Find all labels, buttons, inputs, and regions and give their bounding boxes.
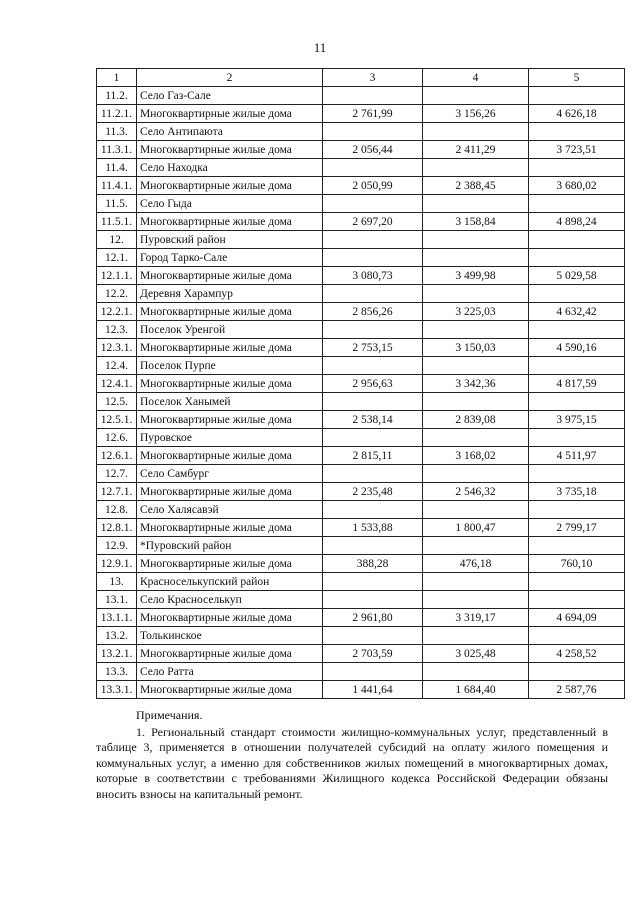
value-col3-cell: 2 856,26 bbox=[323, 303, 423, 321]
value-col3-cell: 2 815,11 bbox=[323, 447, 423, 465]
value-col3-cell bbox=[323, 393, 423, 411]
value-col3-cell bbox=[323, 231, 423, 249]
table-row bbox=[97, 321, 625, 339]
value-col4-cell: 3 319,17 bbox=[423, 609, 529, 627]
value-col3-cell: 1 441,64 bbox=[323, 681, 423, 699]
row-number-cell: 13.3.1. bbox=[97, 681, 137, 699]
settlement-name-cell: Многоквартирные жилые дома bbox=[137, 375, 323, 393]
table-row bbox=[97, 555, 625, 573]
settlement-name-cell: Село Газ-Сале bbox=[137, 87, 323, 105]
value-col5-cell bbox=[529, 663, 625, 681]
settlement-name-cell: Многоквартирные жилые дома bbox=[137, 645, 323, 663]
table-row bbox=[97, 177, 625, 195]
value-col3-cell bbox=[323, 123, 423, 141]
value-col5-cell bbox=[529, 537, 625, 555]
value-col3-cell bbox=[323, 249, 423, 267]
row-number-cell: 12.5. bbox=[97, 393, 137, 411]
value-col5-cell bbox=[529, 591, 625, 609]
value-col3-cell: 2 961,80 bbox=[323, 609, 423, 627]
settlement-name-cell: Поселок Пурпе bbox=[137, 357, 323, 375]
value-col3-cell: 2 761,99 bbox=[323, 105, 423, 123]
table-row bbox=[97, 447, 625, 465]
settlement-name-cell: Многоквартирные жилые дома bbox=[137, 177, 323, 195]
value-col4-cell: 3 168,02 bbox=[423, 447, 529, 465]
settlement-name-cell: Многоквартирные жилые дома bbox=[137, 411, 323, 429]
header-cell: 4 bbox=[423, 69, 529, 87]
settlement-name-cell: Многоквартирные жилые дома bbox=[137, 303, 323, 321]
row-number-cell: 12. bbox=[97, 231, 137, 249]
settlement-name-cell: Село Халясавэй bbox=[137, 501, 323, 519]
table-row bbox=[97, 159, 625, 177]
value-col5-cell bbox=[529, 627, 625, 645]
value-col5-cell: 5 029,58 bbox=[529, 267, 625, 285]
value-col5-cell: 4 817,59 bbox=[529, 375, 625, 393]
row-number-cell: 11.3.1. bbox=[97, 141, 137, 159]
value-col5-cell bbox=[529, 429, 625, 447]
value-col3-cell: 2 753,15 bbox=[323, 339, 423, 357]
table-row bbox=[97, 267, 625, 285]
value-col4-cell bbox=[423, 285, 529, 303]
value-col4-cell bbox=[423, 159, 529, 177]
row-number-cell: 12.6.1. bbox=[97, 447, 137, 465]
value-col4-cell: 3 156,26 bbox=[423, 105, 529, 123]
value-col5-cell bbox=[529, 393, 625, 411]
settlement-name-cell: Многоквартирные жилые дома bbox=[137, 213, 323, 231]
settlement-name-cell: Многоквартирные жилые дома bbox=[137, 519, 323, 537]
table-row bbox=[97, 645, 625, 663]
settlement-name-cell: Город Тарко-Сале bbox=[137, 249, 323, 267]
value-col3-cell bbox=[323, 591, 423, 609]
value-col5-cell: 4 511,97 bbox=[529, 447, 625, 465]
value-col4-cell bbox=[423, 357, 529, 375]
row-number-cell: 12.8. bbox=[97, 501, 137, 519]
value-col4-cell bbox=[423, 87, 529, 105]
value-col3-cell bbox=[323, 627, 423, 645]
table-row bbox=[97, 303, 625, 321]
header-cell: 2 bbox=[137, 69, 323, 87]
table-row bbox=[97, 429, 625, 447]
value-col4-cell: 2 388,45 bbox=[423, 177, 529, 195]
value-col5-cell bbox=[529, 87, 625, 105]
value-col3-cell bbox=[323, 195, 423, 213]
value-col3-cell bbox=[323, 321, 423, 339]
row-number-cell: 12.5.1. bbox=[97, 411, 137, 429]
row-number-cell: 12.4. bbox=[97, 357, 137, 375]
settlement-name-cell: Красноселькупский район bbox=[137, 573, 323, 591]
value-col4-cell bbox=[423, 321, 529, 339]
value-col5-cell: 4 590,16 bbox=[529, 339, 625, 357]
value-col4-cell: 476,18 bbox=[423, 555, 529, 573]
table-row bbox=[97, 249, 625, 267]
value-col5-cell bbox=[529, 195, 625, 213]
value-col5-cell: 2 799,17 bbox=[529, 519, 625, 537]
table-row bbox=[97, 213, 625, 231]
value-col4-cell: 2 546,32 bbox=[423, 483, 529, 501]
settlement-name-cell: Многоквартирные жилые дома bbox=[137, 267, 323, 285]
table-row bbox=[97, 519, 625, 537]
value-col3-cell bbox=[323, 537, 423, 555]
table-row bbox=[97, 537, 625, 555]
settlement-name-cell: Многоквартирные жилые дома bbox=[137, 141, 323, 159]
settlement-name-cell: Многоквартирные жилые дома bbox=[137, 555, 323, 573]
value-col4-cell: 2 839,08 bbox=[423, 411, 529, 429]
value-col4-cell bbox=[423, 663, 529, 681]
value-col4-cell: 2 411,29 bbox=[423, 141, 529, 159]
settlement-name-cell: Многоквартирные жилые дома bbox=[137, 339, 323, 357]
value-col3-cell: 2 697,20 bbox=[323, 213, 423, 231]
row-number-cell: 13.2.1. bbox=[97, 645, 137, 663]
value-col4-cell bbox=[423, 591, 529, 609]
table-row bbox=[97, 411, 625, 429]
row-number-cell: 12.9. bbox=[97, 537, 137, 555]
table-row bbox=[97, 141, 625, 159]
row-number-cell: 12.1. bbox=[97, 249, 137, 267]
row-number-cell: 11.5.1. bbox=[97, 213, 137, 231]
settlement-name-cell: *Пуровский район bbox=[137, 537, 323, 555]
settlement-name-cell: Село Ратта bbox=[137, 663, 323, 681]
table-row bbox=[97, 357, 625, 375]
value-col4-cell bbox=[423, 195, 529, 213]
value-col3-cell bbox=[323, 573, 423, 591]
value-col3-cell: 1 533,88 bbox=[323, 519, 423, 537]
value-col3-cell: 388,28 bbox=[323, 555, 423, 573]
value-col4-cell: 3 499,98 bbox=[423, 267, 529, 285]
value-col5-cell: 3 975,15 bbox=[529, 411, 625, 429]
table-row bbox=[97, 681, 625, 699]
settlement-name-cell: Село Самбург bbox=[137, 465, 323, 483]
value-col4-cell bbox=[423, 573, 529, 591]
row-number-cell: 11.4. bbox=[97, 159, 137, 177]
row-number-cell: 12.2. bbox=[97, 285, 137, 303]
row-number-cell: 11.2.1. bbox=[97, 105, 137, 123]
value-col5-cell bbox=[529, 159, 625, 177]
note-item: 1. Региональный стандарт стоимости жилищно-коммунальных услуг, представленный в таблице 3, применяется в отношении получателей субсидий на оплату жилого помещения и коммунальных услуг, а именно для собственников жилых помещений в многоквартирных домах, которые в соответствии с требованиями Жилищного кодекса Российской Федерации обязаны вносить взносы на капитальный ремонт. bbox=[96, 724, 608, 801]
value-col4-cell: 3 342,36 bbox=[423, 375, 529, 393]
settlement-name-cell: Пуровский район bbox=[137, 231, 323, 249]
value-col4-cell bbox=[423, 231, 529, 249]
value-col5-cell: 4 632,42 bbox=[529, 303, 625, 321]
value-col5-cell bbox=[529, 501, 625, 519]
settlement-name-cell: Толькинское bbox=[137, 627, 323, 645]
settlement-name-cell: Многоквартирные жилые дома bbox=[137, 681, 323, 699]
value-col3-cell bbox=[323, 285, 423, 303]
table-row bbox=[97, 339, 625, 357]
value-col5-cell: 3 723,51 bbox=[529, 141, 625, 159]
value-col5-cell: 4 898,24 bbox=[529, 213, 625, 231]
table-row bbox=[97, 195, 625, 213]
value-col3-cell: 2 235,48 bbox=[323, 483, 423, 501]
table-row bbox=[97, 87, 625, 105]
value-col5-cell: 760,10 bbox=[529, 555, 625, 573]
row-number-cell: 13. bbox=[97, 573, 137, 591]
value-col3-cell: 2 056,44 bbox=[323, 141, 423, 159]
row-number-cell: 11.3. bbox=[97, 123, 137, 141]
header-cell: 3 bbox=[323, 69, 423, 87]
settlement-name-cell: Пуровское bbox=[137, 429, 323, 447]
page-number: 11 bbox=[313, 40, 327, 55]
value-col5-cell bbox=[529, 123, 625, 141]
settlement-name-cell: Село Красноселькуп bbox=[137, 591, 323, 609]
settlement-name-cell: Многоквартирные жилые дома bbox=[137, 609, 323, 627]
value-col5-cell bbox=[529, 573, 625, 591]
row-number-cell: 12.8.1. bbox=[97, 519, 137, 537]
value-col4-cell: 3 025,48 bbox=[423, 645, 529, 663]
value-col3-cell bbox=[323, 501, 423, 519]
row-number-cell: 11.5. bbox=[97, 195, 137, 213]
value-col3-cell bbox=[323, 87, 423, 105]
value-col3-cell: 2 956,63 bbox=[323, 375, 423, 393]
table-row bbox=[97, 465, 625, 483]
value-col4-cell: 1 800,47 bbox=[423, 519, 529, 537]
value-col4-cell: 3 225,03 bbox=[423, 303, 529, 321]
table-row bbox=[97, 375, 625, 393]
settlement-name-cell: Село Находка bbox=[137, 159, 323, 177]
value-col5-cell bbox=[529, 321, 625, 339]
value-col3-cell: 3 080,73 bbox=[323, 267, 423, 285]
table-row bbox=[97, 483, 625, 501]
settlement-name-cell: Село Гыда bbox=[137, 195, 323, 213]
row-number-cell: 13.2. bbox=[97, 627, 137, 645]
table-row bbox=[97, 105, 625, 123]
row-number-cell: 11.2. bbox=[97, 87, 137, 105]
settlement-name-cell: Многоквартирные жилые дома bbox=[137, 447, 323, 465]
value-col3-cell bbox=[323, 429, 423, 447]
table-row bbox=[97, 663, 625, 681]
row-number-cell: 12.4.1. bbox=[97, 375, 137, 393]
settlement-name-cell: Поселок Ханымей bbox=[137, 393, 323, 411]
settlement-name-cell: Многоквартирные жилые дома bbox=[137, 483, 323, 501]
value-col4-cell bbox=[423, 465, 529, 483]
value-col4-cell bbox=[423, 429, 529, 447]
value-col3-cell bbox=[323, 357, 423, 375]
table-row bbox=[97, 591, 625, 609]
table-row bbox=[97, 285, 625, 303]
row-number-cell: 12.7. bbox=[97, 465, 137, 483]
value-col4-cell bbox=[423, 393, 529, 411]
value-col5-cell bbox=[529, 249, 625, 267]
value-col4-cell: 3 150,03 bbox=[423, 339, 529, 357]
value-col5-cell: 4 626,18 bbox=[529, 105, 625, 123]
value-col5-cell: 4 694,09 bbox=[529, 609, 625, 627]
table-row bbox=[97, 501, 625, 519]
table-row bbox=[97, 393, 625, 411]
value-col4-cell bbox=[423, 249, 529, 267]
table-row bbox=[97, 123, 625, 141]
value-col4-cell bbox=[423, 501, 529, 519]
value-col4-cell bbox=[423, 123, 529, 141]
row-number-cell: 12.3. bbox=[97, 321, 137, 339]
value-col3-cell bbox=[323, 465, 423, 483]
table-header-row bbox=[97, 69, 625, 87]
value-col5-cell bbox=[529, 231, 625, 249]
value-col5-cell bbox=[529, 357, 625, 375]
row-number-cell: 13.1. bbox=[97, 591, 137, 609]
settlement-name-cell: Многоквартирные жилые дома bbox=[137, 105, 323, 123]
value-col4-cell bbox=[423, 537, 529, 555]
settlement-name-cell: Село Антипаюта bbox=[137, 123, 323, 141]
value-col5-cell: 4 258,52 bbox=[529, 645, 625, 663]
value-col5-cell bbox=[529, 465, 625, 483]
table-row bbox=[97, 573, 625, 591]
row-number-cell: 13.1.1. bbox=[97, 609, 137, 627]
settlement-name-cell: Деревня Харампур bbox=[137, 285, 323, 303]
header-cell: 1 bbox=[97, 69, 137, 87]
table-row bbox=[97, 627, 625, 645]
row-number-cell: 12.3.1. bbox=[97, 339, 137, 357]
value-col5-cell bbox=[529, 285, 625, 303]
value-col5-cell: 3 735,18 bbox=[529, 483, 625, 501]
value-col3-cell bbox=[323, 159, 423, 177]
notes-title: Примечания. bbox=[136, 708, 203, 722]
tariff-table bbox=[96, 68, 625, 699]
settlement-name-cell: Поселок Уренгой bbox=[137, 321, 323, 339]
value-col3-cell: 2 703,59 bbox=[323, 645, 423, 663]
row-number-cell: 12.1.1. bbox=[97, 267, 137, 285]
value-col4-cell bbox=[423, 627, 529, 645]
row-number-cell: 12.9.1. bbox=[97, 555, 137, 573]
value-col5-cell: 2 587,76 bbox=[529, 681, 625, 699]
value-col3-cell: 2 050,99 bbox=[323, 177, 423, 195]
value-col3-cell: 2 538,14 bbox=[323, 411, 423, 429]
table-row bbox=[97, 609, 625, 627]
value-col4-cell: 3 158,84 bbox=[423, 213, 529, 231]
row-number-cell: 13.3. bbox=[97, 663, 137, 681]
notes-section bbox=[96, 708, 608, 802]
row-number-cell: 12.2.1. bbox=[97, 303, 137, 321]
row-number-cell: 12.6. bbox=[97, 429, 137, 447]
row-number-cell: 12.7.1. bbox=[97, 483, 137, 501]
value-col3-cell bbox=[323, 663, 423, 681]
value-col5-cell: 3 680,02 bbox=[529, 177, 625, 195]
row-number-cell: 11.4.1. bbox=[97, 177, 137, 195]
value-col4-cell: 1 684,40 bbox=[423, 681, 529, 699]
header-cell: 5 bbox=[529, 69, 625, 87]
table-row bbox=[97, 231, 625, 249]
